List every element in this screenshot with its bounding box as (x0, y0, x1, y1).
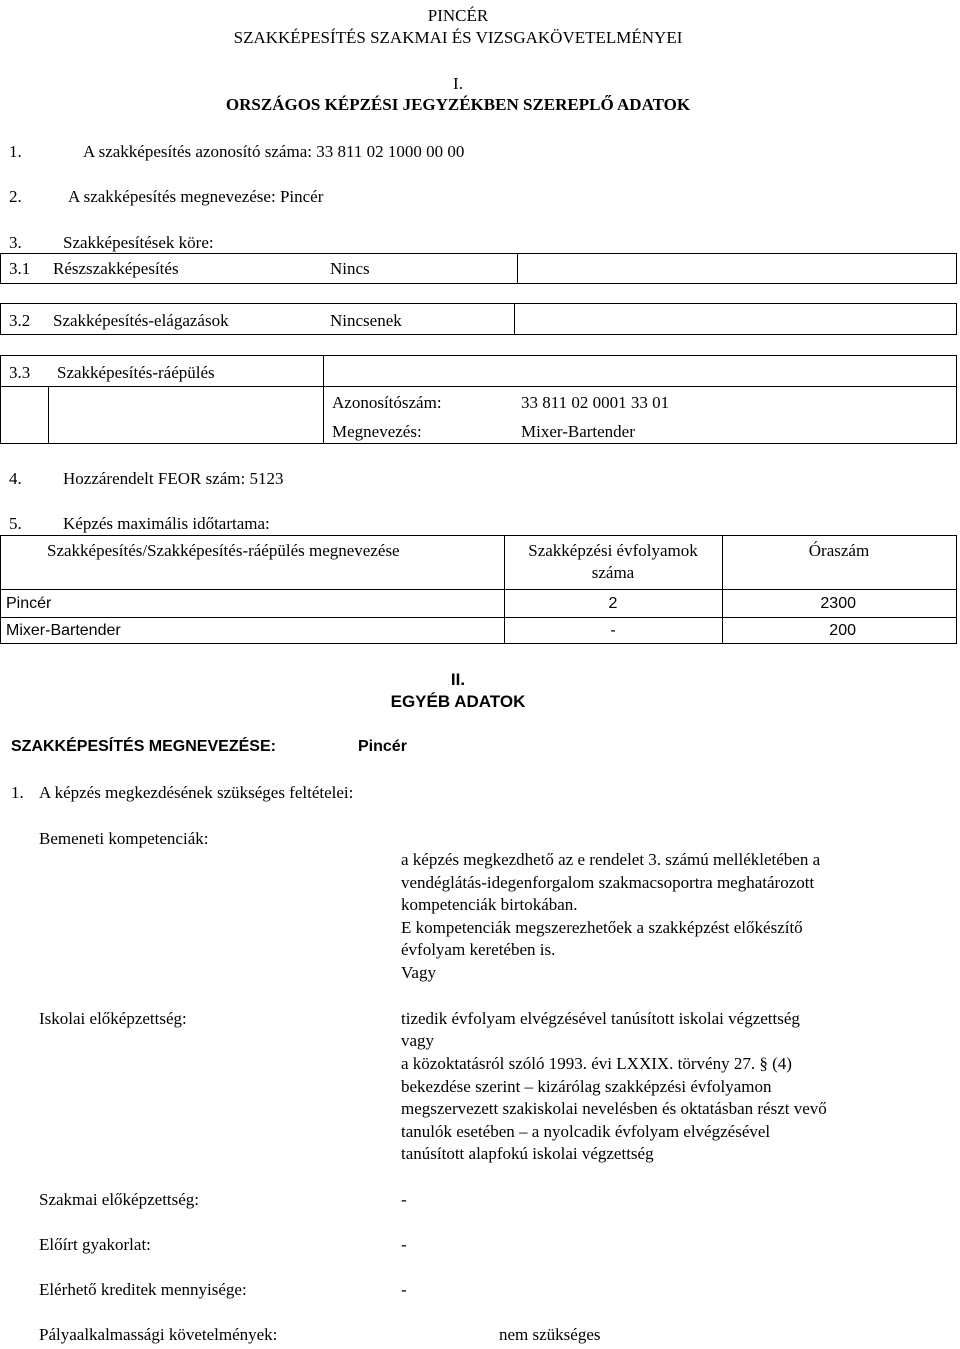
professional-prerequisite-label: Szakmai előképzettség: (39, 1190, 200, 1209)
duration-table-header-years: Szakképzési évfolyamok (528, 541, 698, 560)
duration-table-row-divider (0, 617, 957, 618)
duration-table-border-top (0, 535, 957, 536)
duration-table-header-years-2: száma (591, 563, 635, 582)
section-2-number: II. (450, 670, 466, 689)
input-competencies-line-3: kompetenciák birtokában. (401, 895, 578, 914)
school-prerequisite-line-6: tanulók esetében – a nyolcadik évfolyam elvégzésével (401, 1122, 771, 1141)
input-competencies-line-2: vendéglátás-idegenforgalom szakmacsoportra meghatározott (401, 873, 815, 892)
item-3-3-name-label: Megnevezés: (332, 422, 422, 441)
duration-table-header-hours: Óraszám (808, 541, 870, 560)
table-3-3-border-left (0, 355, 1, 444)
item-3-3-id-value: 33 811 02 0001 33 01 (521, 393, 670, 412)
table-3-3-col-divider-1 (48, 386, 49, 444)
school-prerequisite-line-1: tizedik évfolyam elvégzésével tanúsított iskolai végzettség (401, 1009, 800, 1028)
table-3-3-border-top (0, 355, 957, 356)
aptitude-label: Pályaalkalmassági követelmények: (39, 1325, 278, 1344)
duration-table-header-divider (0, 589, 957, 590)
input-competencies-line-4: E kompetenciák megszerezhetőek a szakképzést előkészítő (401, 918, 803, 937)
item-3-3-label: Szakképesítés-ráépülés (57, 363, 215, 382)
page-subtitle: SZAKKÉPESÍTÉS SZAKMAI ÉS VIZSGAKÖVETELMÉNYEI (233, 28, 683, 47)
item-3-3-id-label: Azonosítószám: (332, 393, 442, 412)
table-3-2-border-right (956, 303, 957, 335)
table-3-1-border-left (0, 253, 1, 284)
item-1-number: 1. (9, 142, 22, 161)
input-competencies-label: Bemeneti kompetenciák: (39, 829, 209, 848)
professional-prerequisite-value: - (401, 1190, 407, 1209)
item-3-3-number: 3.3 (9, 363, 31, 382)
table-3-2-border-left (0, 303, 1, 335)
table-row-1-hours: 2300 (820, 595, 856, 612)
item-1-text: A szakképesítés azonosító száma: 33 811 02 1000 00 00 (83, 142, 465, 161)
table-3-3-border-bottom (0, 443, 957, 444)
duration-table-border-left (0, 535, 1, 644)
item-3-text: Szakképesítések köre: (63, 233, 214, 252)
table-3-3-row-divider (0, 386, 957, 387)
item-3-2-label: Szakképesítés-elágazások (53, 311, 229, 330)
item-2-text: A szakképesítés megnevezése: Pincér (68, 187, 324, 206)
item-3-2-value: Nincsenek (330, 311, 402, 330)
table-row-2-name: Mixer-Bartender (6, 622, 121, 639)
input-competencies-line-6: Vagy (401, 963, 436, 982)
table-3-1-border-right (956, 253, 957, 284)
required-practice-value: - (401, 1235, 407, 1254)
page-title: PINCÉR (427, 6, 489, 25)
table-3-2-border-bottom (0, 334, 957, 335)
item-3-1-number: 3.1 (9, 259, 31, 278)
table-row-2-years: - (610, 622, 616, 639)
table-3-2-divider (514, 303, 515, 335)
section-1-number: I. (453, 74, 463, 93)
school-prerequisite-line-2: vagy (401, 1031, 435, 1050)
table-3-3-border-right (956, 355, 957, 444)
input-competencies-line-1: a képzés megkezdhető az e rendelet 3. számú mellékletében a (401, 850, 821, 869)
credits-label: Elérhető kreditek mennyisége: (39, 1280, 247, 1299)
school-prerequisite-line-4: bekezdése szerint – kizárólag szakképzési évfolyamon (401, 1077, 772, 1096)
item-3-number: 3. (9, 233, 22, 252)
item-3-1-label: Részszakképesítés (53, 259, 179, 278)
item-5-text: Képzés maximális időtartama: (63, 514, 270, 533)
school-prerequisite-line-3: a közoktatásról szóló 1993. évi LXXIX. törvény 27. § (4) (401, 1054, 792, 1073)
aptitude-value: nem szükséges (499, 1325, 601, 1344)
qualification-label: SZAKKÉPESÍTÉS MEGNEVEZÉSE: (11, 738, 276, 755)
conditions-title: A képzés megkezdésének szükséges feltételei: (39, 783, 354, 802)
table-row-1-years: 2 (608, 595, 618, 612)
school-prerequisite-line-7: tanúsított alapfokú iskolai végzettség (401, 1144, 654, 1163)
section-2-title: EGYÉB ADATOK (390, 692, 526, 711)
table-3-1-border-bottom (0, 283, 957, 284)
duration-table-border-right (956, 535, 957, 644)
credits-value: - (401, 1280, 407, 1299)
table-row-1-name: Pincér (6, 595, 52, 612)
qualification-value: Pincér (358, 738, 407, 755)
table-row-2-hours: 200 (829, 622, 856, 639)
section-1-title: ORSZÁGOS KÉPZÉSI JEGYZÉKBEN SZEREPLŐ ADATOK (225, 95, 691, 114)
item-3-1-value: Nincs (330, 259, 370, 278)
conditions-number: 1. (11, 783, 24, 802)
item-2-number: 2. (9, 187, 22, 206)
input-competencies-line-5: évfolyam keretében is. (401, 940, 556, 959)
table-3-2-border-top (0, 303, 957, 304)
duration-table-border-bottom (0, 643, 957, 644)
table-3-1-divider (517, 253, 518, 284)
required-practice-label: Előírt gyakorlat: (39, 1235, 151, 1254)
item-3-2-number: 3.2 (9, 311, 31, 330)
table-3-3-col-divider-2 (323, 355, 324, 444)
item-5-number: 5. (9, 514, 22, 533)
item-3-3-name-value: Mixer-Bartender (521, 422, 635, 441)
school-prerequisite-line-5: megszervezett szakiskolai nevelésben és oktatásban részt vevő (401, 1099, 827, 1118)
duration-table-header-name: Szakképesítés/Szakképesítés-ráépülés megnevezése (47, 541, 400, 560)
item-4-number: 4. (9, 469, 22, 488)
item-4-text: Hozzárendelt FEOR szám: 5123 (63, 469, 284, 488)
school-prerequisite-label: Iskolai előképzettség: (39, 1009, 187, 1028)
table-3-1-border-top (0, 253, 957, 254)
